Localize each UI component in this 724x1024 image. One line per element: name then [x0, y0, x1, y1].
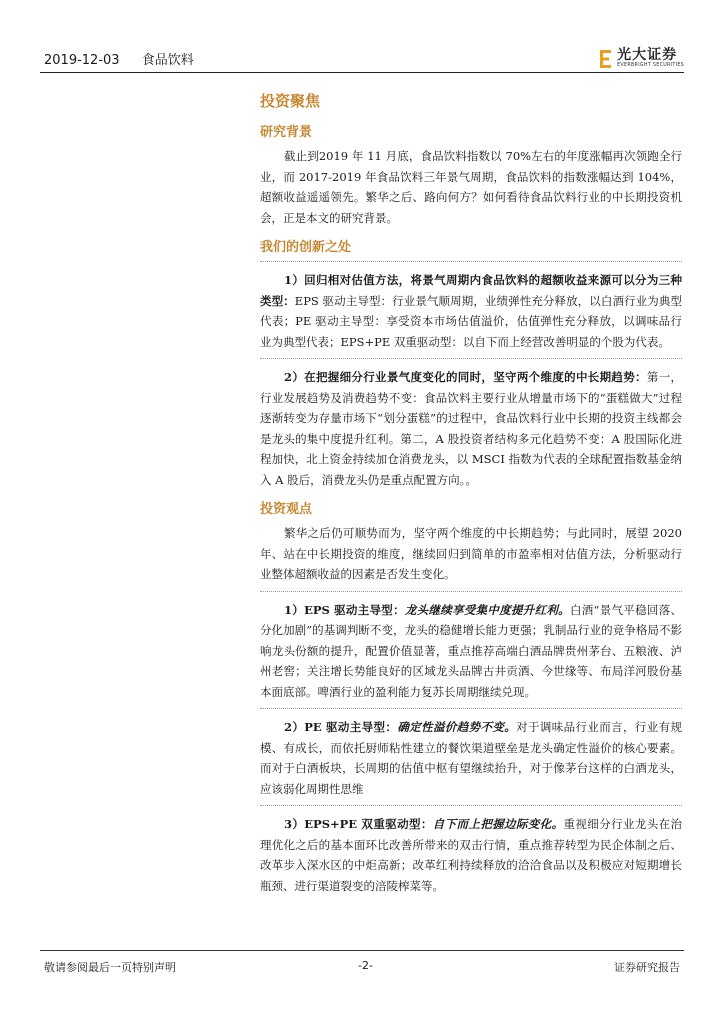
main-content: [260, 88, 682, 902]
divider: [260, 591, 682, 592]
logo-text-cn: 光大证券: [617, 47, 678, 63]
page-title: 投资聚焦: [260, 92, 321, 110]
footer-disclaimer: 敬请参阅最后一页特别声明: [44, 961, 176, 974]
page-footer: [40, 950, 684, 974]
view-point-1-emphasis: 龙头继续享受集中度提升红利。: [404, 602, 570, 617]
logo-mark-icon: [600, 50, 612, 68]
view-point-3-label: 3）EPS+PE 双重驱动型：: [284, 817, 433, 831]
section-heading-innovation: 我们的创新之处: [260, 240, 352, 255]
innovation-point-1: [260, 270, 682, 352]
divider: [260, 358, 682, 359]
divider: [260, 708, 682, 709]
header-sector: 食品饮料: [141, 53, 194, 68]
view-point-2-emphasis: 确定性溢价趋势不变。: [397, 720, 517, 734]
section-heading-background: 研究背景: [260, 125, 313, 140]
view-point-1-label: 1）EPS 驱动主导型：: [284, 602, 405, 617]
logo-text-en: EVERBRIGHT SECURITIES: [617, 63, 684, 68]
views-intro: 繁华之后仍可顺势而为，坚守两个维度的中长期趋势；与此同时，展望 2020 年、站在中长期投资的维度，继续回归到简单的市盈率相对估值方法，分析驱动行业整体超额收益的因素是否发生变化。: [260, 526, 682, 581]
divider: [260, 805, 682, 806]
view-point-3: [260, 814, 682, 896]
view-point-2: [260, 717, 682, 799]
view-point-3-emphasis: 自下而上把握边际变化。: [432, 817, 564, 831]
view-point-3-text: 重视细分行业龙头在治理优化之后的基本面环比改善所带来的双击行情，重点推荐转型为民企体制之后、改革步入深水区的中炬高新；改革红利持续释放的洽洽食品以及积极应对短期增长瓶颈、进行渠道裂变的涪陵榨菜等。: [260, 817, 683, 893]
divider: [260, 261, 682, 262]
header-date: 2019-12-03: [44, 53, 120, 68]
header-meta: [44, 49, 212, 68]
view-point-1-text: 白酒“景气平稳回落、分化加剧”的基调判断不变，龙头的稳健增长能力更强；乳制品行业的竞争格局不影响龙头份额的提升，配置价值显著，重点推荐高端白酒品牌贵州茅台、五粮液、泸州老窖；关注增长势能良好的区域龙头品牌古井贡酒、今世缘等、布局洋河股份基本面底部。啤酒行业的盈利能力复苏长周期继续兑现。: [260, 602, 682, 699]
section-heading-views: 投资观点: [260, 502, 313, 517]
view-point-1: [260, 600, 682, 703]
page-number: -2-: [358, 959, 373, 972]
view-point-2-text: 对于调味品行业而言，行业有规模、有成长，而依托厨师粘性建立的餐饮渠道壁垒是龙头确定性溢价的核心要素。而对于白酒板块，长周期的估值中枢有望继续抬升，对于像茅台这样的白酒龙头，应该弱化周期性思维: [260, 720, 683, 796]
innovation-point-2: [260, 367, 682, 490]
innovation-point-1-title: 1）回归相对估值方法，将景气周期内食品饮料的超额收益来源可以分为三种类型：: [260, 273, 682, 308]
view-point-2-label: 2）PE 驱动主导型：: [284, 720, 398, 734]
page-header: [40, 44, 684, 73]
background-paragraph: 截止到2019 年 11 月底，食品饮料指数以 70%左右的年度涨幅再次领跑全行业，而 2017-2019 年食品饮料三年景气周期，食品饮料的指数涨幅达到 104%，超额收益遥遥领先。繁华之后、路向何方？如何看待食品饮料行业的中长期投资机会，正是本文的研究背景。: [260, 149, 682, 225]
innovation-point-2-title: 2）在把握细分行业景气度变化的同时，坚守两个维度的中长期趋势：: [284, 370, 647, 384]
innovation-point-2-text: 第一，行业发展趋势及消费趋势不变：食品饮料主要行业从增量市场下的“蛋糕做大”过程逐渐转变为存量市场下“划分蛋糕”的过程中，食品饮料行业中长期的投资主线都会是龙头的集中度提升红利。第二，A 股投资者结构多元化趋势不变：A 股国际化进程加快，北上资金持续加仓消费龙头，以 MSCI 指数为代表的全球配置指数基金纳入 A 股后，消费龙头仍是重点配置方向。。: [260, 370, 683, 487]
footer-report-type: 证券研究报告: [614, 961, 680, 974]
company-logo: [600, 48, 684, 69]
innovation-point-1-text: EPS 驱动主导型：行业景气顺周期，业绩弹性充分释放，以白酒行业为典型代表；PE 驱动主导型：享受资本市场估值溢价，估值弹性充分释放，以调味品行业为典型代表；EPS+PE 双重驱动型：以自下而上经营改善明显的个股为代表。: [260, 293, 682, 349]
